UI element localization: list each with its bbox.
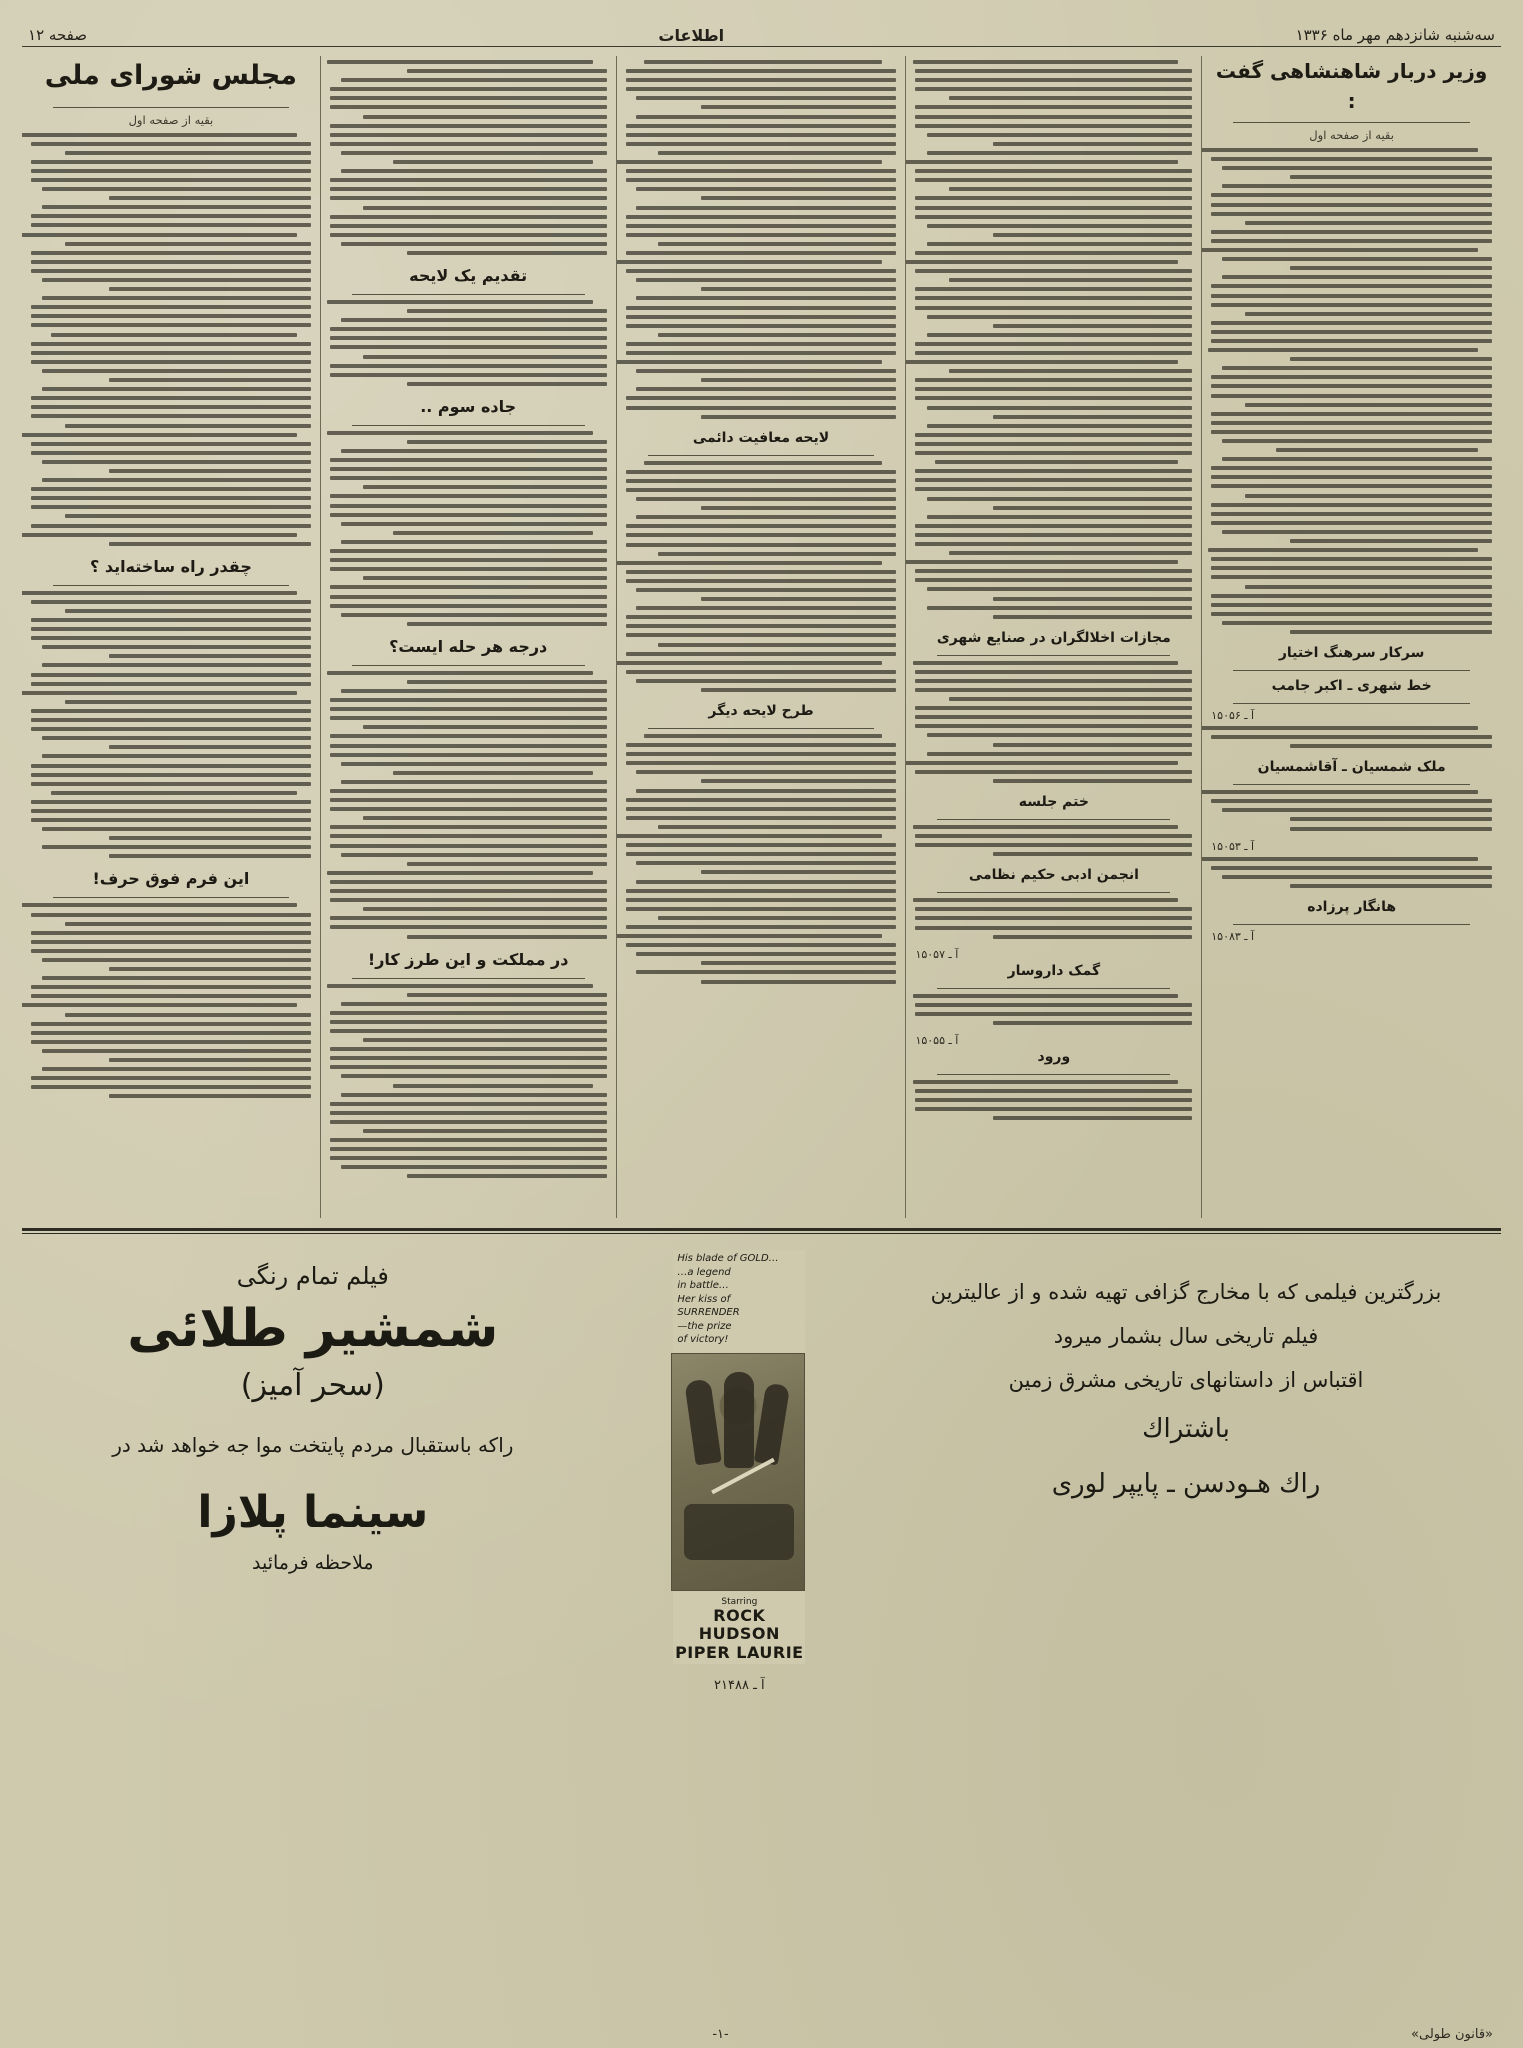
page-footer <box>30 2027 1493 2042</box>
masthead-date: سه‌شنبه شانزدهم مهر ماه ۱۳۳۶ <box>1295 26 1495 44</box>
article-body-text <box>626 734 897 984</box>
headline-rule <box>937 1074 1170 1075</box>
headline-rule <box>1233 670 1470 671</box>
column-5 <box>22 56 321 1218</box>
masthead-page-label: صفحه ۱۲ <box>28 26 87 44</box>
headline-rule <box>1233 924 1470 925</box>
article-body-text <box>915 898 1192 938</box>
advertisement <box>22 1244 1501 2024</box>
headline-rule <box>648 455 875 456</box>
article-headline: چقدر راه ساخته‌اید ؟ <box>89 556 252 576</box>
poster-tagline <box>673 1250 805 1349</box>
article-body-text <box>330 984 607 1179</box>
article-body-text <box>1211 148 1492 634</box>
headline-rule <box>352 978 585 979</box>
masthead-divider <box>22 46 1501 47</box>
ad-right-text <box>22 1244 614 1574</box>
headline-rule <box>53 107 289 108</box>
article-body-text <box>330 300 607 386</box>
ad-left-line-5: راك هـودسن ـ پایپر لوری <box>1051 1468 1321 1499</box>
article-body-text <box>915 661 1192 783</box>
ad-film-subtitle: (سحر آمیز) <box>240 1367 385 1403</box>
ad-reference-code: آ ـ ۲۱۴۸۸ <box>714 1678 765 1694</box>
article-subhead: بقیه از صفحه اول <box>128 112 214 127</box>
article-headline: تقدیم یک لایحه <box>409 265 528 285</box>
article-body-text <box>330 60 607 255</box>
classified-reference-code: آ ـ ۱۵۰۵۶ <box>1211 708 1255 722</box>
article-headline: مجازات اخلالگران در صنایع شهری <box>936 629 1171 646</box>
article-headline: لایحه معافیت دائمی <box>692 429 830 446</box>
poster-artwork-icon <box>671 1353 805 1591</box>
article-body-text <box>626 60 897 419</box>
headline-rule <box>1233 703 1470 704</box>
poster-tagline-6: —the prize <box>677 1320 732 1332</box>
article-headline: در مملکت و این طرز کار! <box>367 949 569 969</box>
article-headline: مجلس شورای ملی <box>44 60 298 91</box>
article-headline: خط شهری ـ اکبر جامب <box>1271 677 1432 694</box>
ad-left-line-1: بزرگترین فیلمی که با مخارج گزافی تهیه شده و از عالیترین <box>930 1280 1442 1304</box>
article-body-text <box>626 461 897 692</box>
ad-film-title: شمشیر طلائی <box>127 1299 499 1359</box>
ad-divider-thick <box>22 1228 1501 1231</box>
article-headline: گمک داروسار <box>1007 962 1101 979</box>
poster-tagline-1: His blade of GOLD… <box>677 1253 779 1264</box>
masthead-paper-name: اطلاعات <box>658 25 725 45</box>
poster-tagline-5: SURRENDER <box>677 1307 740 1318</box>
ad-left-text <box>865 1244 1501 1511</box>
article-body-text <box>915 60 1192 619</box>
classified-reference-code: آ ـ ۱۵۰۵۳ <box>1211 839 1255 853</box>
ad-left-line-3: اقتباس از داستانهای تاریخی مشرق زمین <box>1008 1368 1364 1393</box>
classified-reference-code: آ ـ ۱۵۰۵۵ <box>915 1033 959 1047</box>
article-body-text <box>31 133 311 546</box>
article-headline: انجمن ادبی حکیم نظامی <box>968 867 1139 884</box>
classified-reference-code: آ ـ ۱۵۰۸۳ <box>1211 929 1255 943</box>
ad-kicker: فیلم تمام رنگی <box>236 1262 389 1290</box>
article-body-text <box>330 671 607 939</box>
footer-page-number: -۱- <box>712 2027 729 2042</box>
article-body-text <box>915 1080 1192 1120</box>
headline-rule <box>53 897 289 898</box>
column-2 <box>906 56 1202 1218</box>
poster-tagline-7: of victory! <box>677 1334 729 1345</box>
article-body-text <box>31 903 311 1098</box>
poster-star-2: PIPER LAURIE <box>675 1642 804 1662</box>
article-body-text <box>31 591 311 859</box>
article-body-text <box>1211 726 1492 748</box>
article-subhead: بقیه از صفحه اول <box>1309 128 1394 142</box>
column-3 <box>617 56 907 1218</box>
article-body-text <box>1211 790 1492 830</box>
article-body-text <box>915 825 1192 856</box>
article-headline: درجه هر حله ایست؟ <box>389 636 548 656</box>
article-body-text <box>330 431 607 626</box>
article-headline: این فرم فوق حرف! <box>92 869 250 889</box>
headline-rule <box>937 655 1170 656</box>
headline-rule <box>352 425 585 426</box>
ad-tagline: راکه باستقبال مردم پایتخت موا جه خواهد شد در <box>112 1432 514 1457</box>
poster-star-1: ROCK HUDSON <box>698 1605 780 1644</box>
footer-left-note: «قانون طولی» <box>1411 2027 1493 2042</box>
poster-tagline-2: …a legend <box>677 1266 731 1278</box>
poster-tagline-4: Her kiss of <box>677 1293 731 1305</box>
ad-cinema-name: سینما پلازا <box>197 1486 429 1538</box>
poster-credits <box>673 1591 805 1665</box>
headline-rule <box>937 892 1170 893</box>
headline-rule <box>648 728 875 729</box>
ad-poster-area <box>614 1244 865 1693</box>
ad-left-line-4: باشتراك <box>1142 1414 1230 1445</box>
article-headline: ملک شمسیان ـ آقاشمسیان <box>1257 759 1446 776</box>
article-headline: سرکار سرهنگ اختیار <box>1278 644 1425 661</box>
ad-left-line-2: فیلم تاریخی سال بشمار میرود <box>1053 1324 1319 1349</box>
headline-rule <box>1233 784 1470 785</box>
headline-rule <box>937 988 1170 989</box>
news-columns <box>22 56 1501 1218</box>
article-headline: طرح لایحه دیگر <box>708 703 814 719</box>
column-4 <box>321 56 617 1218</box>
article-headline: ورود <box>1037 1048 1071 1065</box>
article-body-text <box>1211 857 1492 888</box>
article-headline: هانگار پرزاده <box>1307 898 1397 915</box>
headline-rule <box>1233 122 1470 123</box>
movie-poster <box>673 1250 805 1664</box>
ad-note: ملاحظه فرمائید <box>252 1551 374 1574</box>
article-headline: ختم جلسه <box>1018 793 1089 810</box>
article-headline: وزیر دربار شاهنشاهی گفت : <box>1215 59 1488 113</box>
classified-reference-code: آ ـ ۱۵۰۵۷ <box>915 947 959 961</box>
article-body-text <box>915 994 1192 1025</box>
poster-starring-label: Starring <box>721 1596 758 1607</box>
article-headline: جاده سوم .. <box>420 396 517 416</box>
headline-rule <box>937 819 1170 820</box>
headline-rule <box>352 294 585 295</box>
headline-rule <box>352 665 585 666</box>
poster-tagline-3: in battle… <box>677 1280 729 1291</box>
column-1 <box>1202 56 1501 1218</box>
headline-rule <box>53 585 289 586</box>
ad-divider-thin <box>22 1233 1501 1234</box>
